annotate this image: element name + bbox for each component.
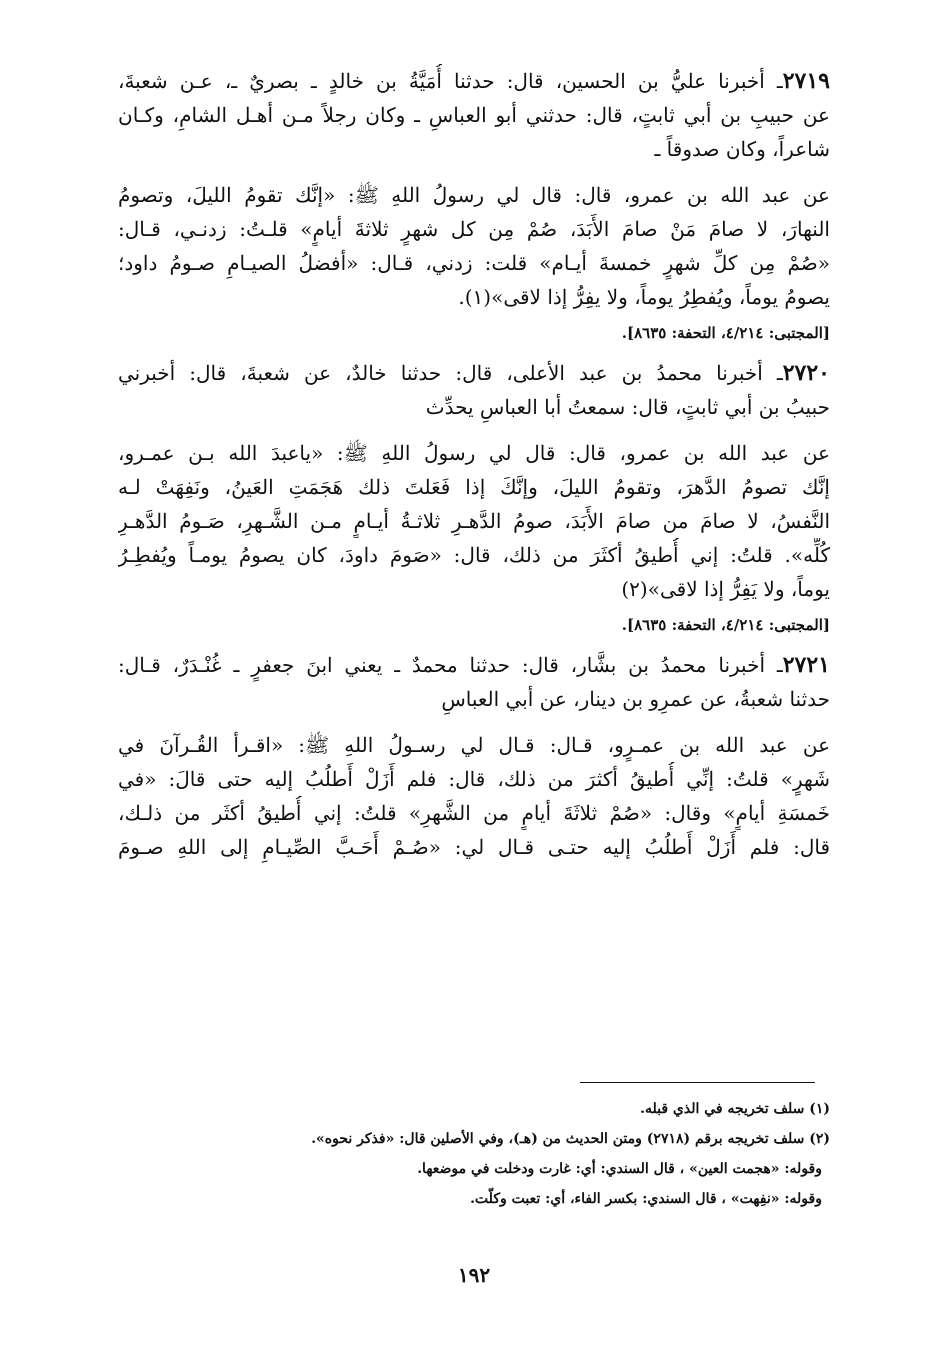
hadith-number: ٢٧٢٠ [782, 360, 830, 386]
matn-line: عن عبد الله بن عمرو، قال: قال لي رسولُ اللهِ ﷺ: «إنَّك تقومُ الليلَ، وتصومُ [118, 183, 830, 207]
footnote: (١) سلف تخريجه في الذي قبله. [640, 1101, 830, 1117]
matn-line: عن عبد الله بن عمرو، قال: قال لي رسولُ اللهِ ﷺ: «ياعبدَ الله بـن عمـرو، [118, 441, 830, 465]
matn-line: خَمسَةِ أيامٍ» وقال: «صُمْ ثلاثَةَ أيامٍ من الشَّهرِ» قلتُ: إني أُطيقُ أكثَر من ذلـك، [118, 801, 830, 825]
isnad-line: حبيبُ بن أبي ثابتٍ، قال: سمعتُ أبا العباسِ يحدِّث [425, 395, 830, 419]
matn-line: النَّفسُ، لا صامَ من صامَ الأَبَدَ، صومُ الدَّهـرِ ثلاثـةُ أيـامٍ مـن الشَّـهرِ، صَـومُ الدَّهـرِ [118, 509, 830, 533]
footnote: وقوله: «هجمت العين» ، قال السندي: أي: غارت ودخلت في موضعها. [417, 1161, 822, 1177]
hadith-2720 [118, 356, 830, 424]
matn-line: «صُمْ مِن كلِّ شهرٍ خمسةَ أيـام» قلت: زدني، قـال: «أفضلُ الصيـامِ صـومُ داود؛ [118, 251, 830, 275]
hadith-2719 [118, 64, 830, 166]
matn-line: يصومُ يوماً، ويُفطِرُ يوماً، ولا يفِرُّ إذا لاقى»(١). [458, 285, 830, 309]
reference-citation: [المجتبى: ٤/٢١٤، التحفة: ٨٦٣٥]. [621, 324, 830, 342]
matn-line: كُلِّه». قلتُ: إني أُطيقُ أكثَرَ من ذلك، قال: «صَومَ داودَ، كان يصومُ يومـاً ويُفطِـرُ [118, 543, 830, 567]
reference-citation: [المجتبى: ٤/٢١٤، التحفة: ٨٦٣٥]. [621, 616, 830, 634]
isnad-line: حدثنا شعبةُ، عن عمرِو بن دينار، عن أبي العباسِ [441, 687, 830, 711]
matn-line: النهارَ، لا صامَ مَنْ صامَ الأَبَدَ، صُمْ مِن كل شهرٍ ثلاثةَ أيامٍ» قلـتُ: زدنـي، قـال: [118, 217, 830, 241]
hadith-number: ٢٧٢١ [782, 652, 830, 678]
isnad-line: ٢٧٢١ـ أخبرنا محمدُ بن بشَّار، قال: حدثنا محمدٌ ـ يعني ابنَ جعفرٍ ـ غُنْـدَرٌ، قـال: [118, 652, 830, 678]
footnote: وقوله: «نفِهت» ، قال السندي: بكسر الفاء، أي: تعبت وكلّت. [470, 1191, 822, 1207]
footnote: (٢) سلف تخريجه برقم (٢٧١٨) ومتن الحديث من (هـ)، وفي الأصلين قال: «فذكر نحوه». [311, 1131, 830, 1147]
hadith-2721 [118, 648, 830, 716]
matn-2720 [118, 436, 830, 606]
matn-2721 [118, 728, 830, 864]
footnotes [118, 1094, 830, 1214]
isnad-line: عن حبيبِ بن أبي ثابتٍ، قال: حدثني أبو العباسِ ـ وكان رجلاً مـن أهـل الشامِ، وكـان [118, 103, 830, 127]
hadith-number: ٢٧١٩ [782, 68, 830, 94]
footnote-divider [580, 1082, 815, 1083]
matn-line: إنَّك تصومُ الدَّهرَ، وتقومُ الليلَ، وإنَّكَ إذا فَعَلتَ ذلك هَجَمَتِ العَينُ، ونَفِهَتْ لـه [118, 475, 830, 499]
matn-line: عن عبد الله بن عمـرٍو، قـال: قـال لي رسـولُ اللهِ ﷺ: «اقـرأ القُـرآنَ في [118, 733, 830, 757]
page-body [118, 64, 830, 876]
page-number: ١٩٢ [457, 1263, 491, 1287]
matn-line: يوماً، ولا يَفِرُّ إذا لاقى»(٢) [621, 577, 830, 601]
matn-line: قال: فلم أَزَلْ أَطلُبُ إليه حتـى قـال لي: «صُـمْ أَحَـبَّ الصِّيـامِ إلى اللهِ صـومَ [118, 835, 830, 859]
matn-line: شَهرٍ» قلتُ: إنِّي أُطيقُ أكثرَ من ذلك، قال: فلم أَزَلْ أَطلُبُ إليه حتى قالَ: «في [118, 767, 830, 791]
isnad-line: ٢٧١٩ـ أخبرنا عليُّ بن الحسين، قال: حدثنا أُمَيَّةُ بن خالدٍ ـ بصريٌ ـ، عـن شعبةَ، [118, 68, 830, 94]
isnad-line: ٢٧٢٠ـ أخبرنا محمدُ بن عبد الأعلى، قال: حدثنا خالدٌ، عن شعبةَ، قال: أخبرني [118, 360, 830, 386]
matn-2719 [118, 178, 830, 314]
isnad-line: شاعراً، وكان صدوقاً ـ [654, 137, 830, 161]
